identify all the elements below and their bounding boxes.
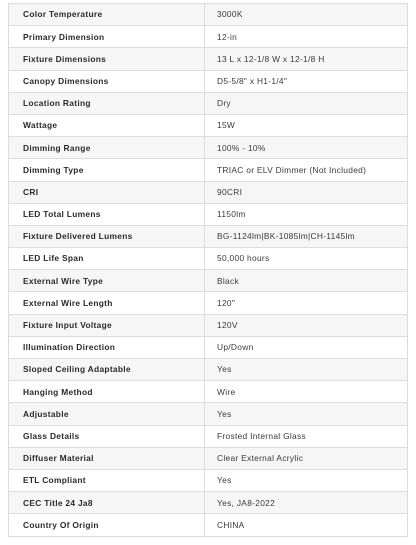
spec-value: 15W xyxy=(205,114,408,136)
spec-label: Dimming Type xyxy=(9,159,205,181)
spec-value: 100% - 10% xyxy=(205,137,408,159)
spec-value: Clear External Acrylic xyxy=(205,447,408,469)
spec-value: 120" xyxy=(205,292,408,314)
spec-value: Yes xyxy=(205,359,408,381)
spec-value: Frosted Internal Glass xyxy=(205,425,408,447)
spec-row xyxy=(9,159,408,181)
spec-row xyxy=(9,248,408,270)
spec-row xyxy=(9,492,408,514)
spec-label: Location Rating xyxy=(9,92,205,114)
spec-label: Color Temperature xyxy=(9,4,205,26)
spec-row xyxy=(9,26,408,48)
spec-row xyxy=(9,292,408,314)
spec-label: CRI xyxy=(9,181,205,203)
spec-value: TRIAC or ELV Dimmer (Not Included) xyxy=(205,159,408,181)
spec-row xyxy=(9,4,408,26)
spec-value: Black xyxy=(205,270,408,292)
spec-value: Up/Down xyxy=(205,336,408,358)
spec-row xyxy=(9,381,408,403)
spec-label: Sloped Ceiling Adaptable xyxy=(9,359,205,381)
spec-label: External Wire Type xyxy=(9,270,205,292)
spec-label: Illumination Direction xyxy=(9,336,205,358)
spec-label: Primary Dimension xyxy=(9,26,205,48)
spec-row xyxy=(9,469,408,491)
spec-value: Yes xyxy=(205,403,408,425)
spec-value: 3000K xyxy=(205,4,408,26)
spec-label: Fixture Delivered Lumens xyxy=(9,225,205,247)
spec-row xyxy=(9,48,408,70)
specifications-table xyxy=(8,3,408,537)
spec-value: 90CRI xyxy=(205,181,408,203)
spec-label: Country Of Origin xyxy=(9,514,205,536)
spec-row xyxy=(9,137,408,159)
spec-row xyxy=(9,447,408,469)
spec-value: Wire xyxy=(205,381,408,403)
spec-row xyxy=(9,114,408,136)
spec-value: D5-5/8" x H1-1/4" xyxy=(205,70,408,92)
spec-label: LED Life Span xyxy=(9,248,205,270)
spec-value: Dry xyxy=(205,92,408,114)
spec-value: 120V xyxy=(205,314,408,336)
spec-label: Adjustable xyxy=(9,403,205,425)
spec-label: LED Total Lumens xyxy=(9,203,205,225)
spec-row xyxy=(9,359,408,381)
spec-label: Diffuser Material xyxy=(9,447,205,469)
spec-label: Dimming Range xyxy=(9,137,205,159)
spec-value: 12-in xyxy=(205,26,408,48)
spec-value: 13 L x 12-1/8 W x 12-1/8 H xyxy=(205,48,408,70)
spec-value: BG-1124lm|BK-1085lm|CH-1145lm xyxy=(205,225,408,247)
spec-row xyxy=(9,225,408,247)
spec-row xyxy=(9,514,408,536)
spec-row xyxy=(9,203,408,225)
spec-row xyxy=(9,181,408,203)
spec-label: ETL Compliant xyxy=(9,469,205,491)
spec-row xyxy=(9,403,408,425)
spec-row xyxy=(9,92,408,114)
spec-row xyxy=(9,425,408,447)
spec-value: 50,000 hours xyxy=(205,248,408,270)
spec-label: CEC Title 24 Ja8 xyxy=(9,492,205,514)
spec-value: Yes, JA8-2022 xyxy=(205,492,408,514)
spec-value: Yes xyxy=(205,469,408,491)
spec-row xyxy=(9,314,408,336)
spec-label: External Wire Length xyxy=(9,292,205,314)
spec-value: CHINA xyxy=(205,514,408,536)
spec-row xyxy=(9,336,408,358)
specifications-body xyxy=(9,4,408,537)
spec-label: Wattage xyxy=(9,114,205,136)
spec-value: 1150lm xyxy=(205,203,408,225)
spec-label: Fixture Input Voltage xyxy=(9,314,205,336)
spec-label: Canopy Dimensions xyxy=(9,70,205,92)
spec-label: Fixture Dimensions xyxy=(9,48,205,70)
spec-label: Hanging Method xyxy=(9,381,205,403)
spec-label: Glass Details xyxy=(9,425,205,447)
spec-row xyxy=(9,270,408,292)
spec-row xyxy=(9,70,408,92)
